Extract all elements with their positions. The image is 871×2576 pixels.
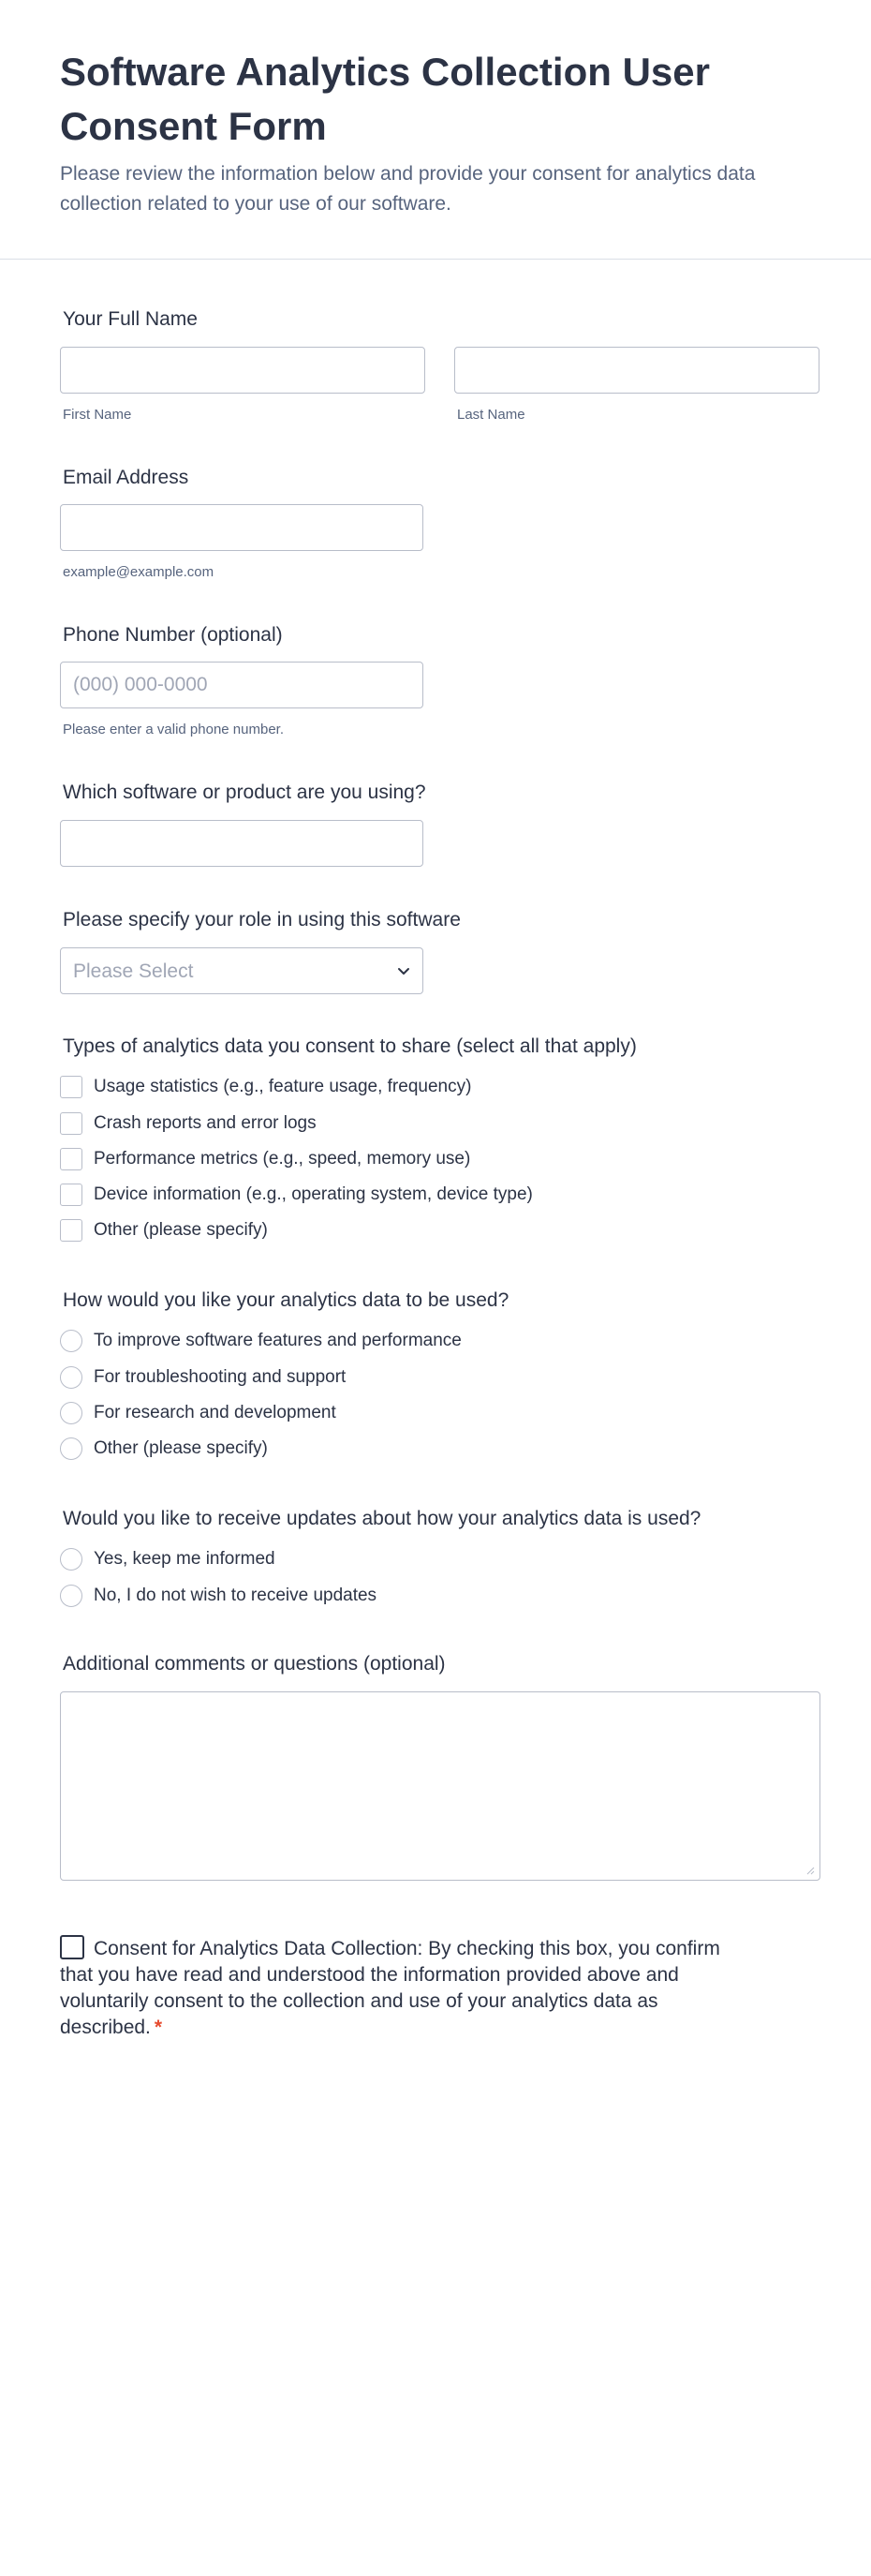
comments-label: Additional comments or questions (optional) — [63, 1653, 446, 1675]
phone-sublabel: Please enter a valid phone number. — [63, 722, 284, 737]
option-label: Crash reports and error logs — [94, 1113, 317, 1133]
radio-button[interactable] — [60, 1402, 82, 1424]
usage-option[interactable] — [60, 1401, 336, 1425]
data-type-option[interactable] — [60, 1183, 533, 1207]
comments-textarea[interactable] — [60, 1691, 820, 1881]
updates-option[interactable] — [60, 1547, 275, 1571]
usage-option[interactable] — [60, 1437, 268, 1461]
radio-button[interactable] — [60, 1437, 82, 1460]
radio-button[interactable] — [60, 1366, 82, 1389]
header-divider — [0, 259, 871, 260]
role-select[interactable] — [60, 947, 423, 994]
radio-button[interactable] — [60, 1585, 82, 1607]
checkbox[interactable] — [60, 1112, 82, 1135]
email-sublabel: example@example.com — [63, 564, 214, 580]
radio-button[interactable] — [60, 1330, 82, 1352]
data-type-option[interactable] — [60, 1218, 268, 1243]
usage-option[interactable] — [60, 1329, 462, 1353]
checkbox[interactable] — [60, 1219, 82, 1242]
phone-label: Phone Number (optional) — [63, 624, 283, 646]
option-label: No, I do not wish to receive updates — [94, 1586, 377, 1605]
option-label: Other (please specify) — [94, 1438, 268, 1458]
full-name-label: Your Full Name — [63, 308, 198, 330]
role-select-value: Please Select — [73, 960, 194, 982]
software-label: Which software or product are you using? — [63, 782, 426, 803]
last-name-input[interactable] — [454, 347, 819, 394]
data-types-label: Types of analytics data you consent to share (select all that apply) — [63, 1035, 637, 1057]
data-type-option[interactable] — [60, 1075, 471, 1099]
email-label: Email Address — [63, 467, 189, 488]
radio-button[interactable] — [60, 1548, 82, 1571]
role-label: Please specify your role in using this software — [63, 909, 461, 931]
email-input[interactable] — [60, 504, 423, 551]
page-title: Software Analytics Collection User Consent Form — [60, 50, 710, 148]
checkbox[interactable] — [60, 1148, 82, 1170]
data-type-option[interactable] — [60, 1147, 470, 1171]
first-name-input[interactable] — [60, 347, 425, 394]
resize-grip-icon[interactable] — [806, 1867, 815, 1875]
usage-option[interactable] — [60, 1365, 346, 1390]
option-label: To improve software features and performance — [94, 1331, 462, 1350]
page-subtitle: Please review the information below and provide your consent for analytics data collection related to your use of our software. — [60, 163, 756, 215]
chevron-down-icon — [394, 961, 413, 980]
option-label: Yes, keep me informed — [94, 1549, 275, 1569]
form-header — [60, 45, 809, 219]
phone-input[interactable] — [60, 662, 423, 708]
first-name-sublabel: First Name — [63, 407, 132, 423]
required-mark: * — [154, 2017, 163, 2038]
option-label: Device information (e.g., operating system, device type) — [94, 1184, 533, 1204]
option-label: Usage statistics (e.g., feature usage, frequency) — [94, 1077, 472, 1096]
option-label: Other (please specify) — [94, 1220, 268, 1240]
option-label: For troubleshooting and support — [94, 1367, 347, 1387]
checkbox[interactable] — [60, 1184, 82, 1206]
checkbox[interactable] — [60, 1076, 82, 1098]
option-label: For research and development — [94, 1403, 336, 1422]
consent-text: Consent for Analytics Data Collection: By checking this box, you confirm that you have read and understood the information provided above and voluntarily consent to the collection and use of your analytics data as described. — [60, 1938, 720, 2038]
updates-option[interactable] — [60, 1584, 376, 1608]
updates-label: Would you like to receive updates about how your analytics data is used? — [63, 1508, 701, 1529]
consent-checkbox[interactable] — [60, 1935, 84, 1959]
last-name-sublabel: Last Name — [457, 407, 525, 423]
consent-block — [60, 1935, 744, 2041]
software-input[interactable] — [60, 820, 423, 867]
usage-label: How would you like your analytics data to be used? — [63, 1289, 509, 1311]
option-label: Performance metrics (e.g., speed, memory use) — [94, 1149, 471, 1169]
data-type-option[interactable] — [60, 1111, 317, 1136]
